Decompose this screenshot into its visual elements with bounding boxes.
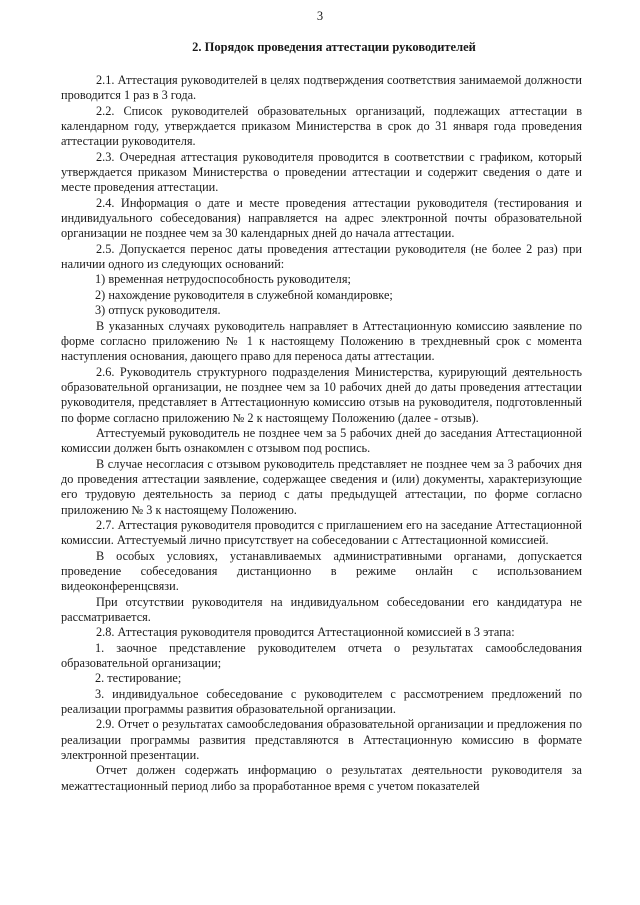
list-item-stage-1: 1. заочное представление руководителем отчета о результатах самообследования образовательной организации; xyxy=(61,640,582,671)
list-item-stage-2: 2. тестирование; xyxy=(95,671,182,686)
paragraph-2-5: 2.5. Допускается перенос даты проведения аттестации руководителя (не более 2 раз) при наличии одного из следующих оснований: xyxy=(61,241,582,272)
paragraph-remote-interview: В особых условиях, устанавливаемых административными органами, допускается проведение собеседования дистанционно в режиме онлайн с использованием видеоконференцсвязи. xyxy=(61,548,582,594)
paragraph-report-content: Отчет должен содержать информацию о результатах деятельности руководителя за межаттестационный период либо за проработанное время с учетом показателей xyxy=(61,763,582,793)
paragraph-2-6: 2.6. Руководитель структурного подразделения Министерства, курирующий деятельность образовательной организации, не позднее чем за 10 рабочих дней до даты проведения аттестации руководителя, представляет в Аттестационную комиссию отзыв на руководителя, подготовленный по форме согласно приложению № 2 к настоящему Положению (далее - отзыв). xyxy=(61,364,582,425)
paragraph-2-1: 2.1. Аттестация руководителей в целях подтверждения соответствия занимаемой должности проводится 1 раз в 3 года. xyxy=(61,73,582,103)
paragraph-disagreement: В случае несогласия с отзывом руководитель представляет не позднее чем за 3 рабочих дня до проведения аттестации заявление, содержащее сведения и (или) документы, характеризующие его трудовую деятельность за период с даты предыдущей аттестации, по форме согласно приложению № 3 к настоящему Положению. xyxy=(61,456,582,517)
paragraph-postponement-request: В указанных случаях руководитель направляет в Аттестационную комиссию заявление по форме согласно приложению № 1 к настоящему Положению в трехдневный срок с момента наступления основания, дающего право для переноса даты аттестации. xyxy=(61,318,582,364)
paragraph-review-acknowledgement: Аттестуемый руководитель не позднее чем за 5 рабочих дней до заседания Аттестационной комиссии должен быть ознакомлен с отзывом под роспись. xyxy=(61,425,582,456)
list-item-reason-2: 2) нахождение руководителя в служебной командировке; xyxy=(95,287,393,302)
paragraph-2-4: 2.4. Информация о дате и месте проведения аттестации руководителя (тестирования и индивидуального собеседования) направляется на адрес электронной почты образовательной организации не позднее чем за 30 календарных дней до начала аттестации. xyxy=(61,195,582,241)
paragraph-2-8: 2.8. Аттестация руководителя проводится Аттестационной комиссией в 3 этапа: xyxy=(96,625,515,640)
list-item-reason-3: 3) отпуск руководителя. xyxy=(95,303,221,318)
list-item-reason-1: 1) временная нетрудоспособность руководителя; xyxy=(95,272,351,287)
paragraph-2-3: 2.3. Очередная аттестация руководителя проводится в соответствии с графиком, который утверждается приказом Министерства о проведении аттестации и содержит сведения о дате и месте проведения аттестации. xyxy=(61,149,582,195)
paragraph-2-2: 2.2. Список руководителей образовательных организаций, подлежащих аттестации в календарном году, утверждается приказом Министерства в срок до 31 января года проведения аттестации руководителя. xyxy=(61,103,582,149)
paragraph-2-9: 2.9. Отчет о результатах самообследования образовательной организации и предложения по реализации программы развития представляются в Аттестационную комиссию в формате электронной презентации. xyxy=(61,717,582,763)
paragraph-2-7: 2.7. Аттестация руководителя проводится с приглашением его на заседание Аттестационной комиссии. Аттестуемый лично присутствует на собеседовании с Аттестационной комиссией. xyxy=(61,517,582,548)
page-number: 3 xyxy=(316,9,324,23)
list-item-stage-3: 3. индивидуальное собеседование с руководителем с рассмотрением предложений по реализации программы развития образовательной организации. xyxy=(61,686,582,717)
paragraph-absence: При отсутствии руководителя на индивидуальном собеседовании его кандидатура не рассматривается. xyxy=(61,594,582,625)
section-heading: 2. Порядок проведения аттестации руководителей xyxy=(192,40,476,54)
document-body xyxy=(61,73,582,794)
